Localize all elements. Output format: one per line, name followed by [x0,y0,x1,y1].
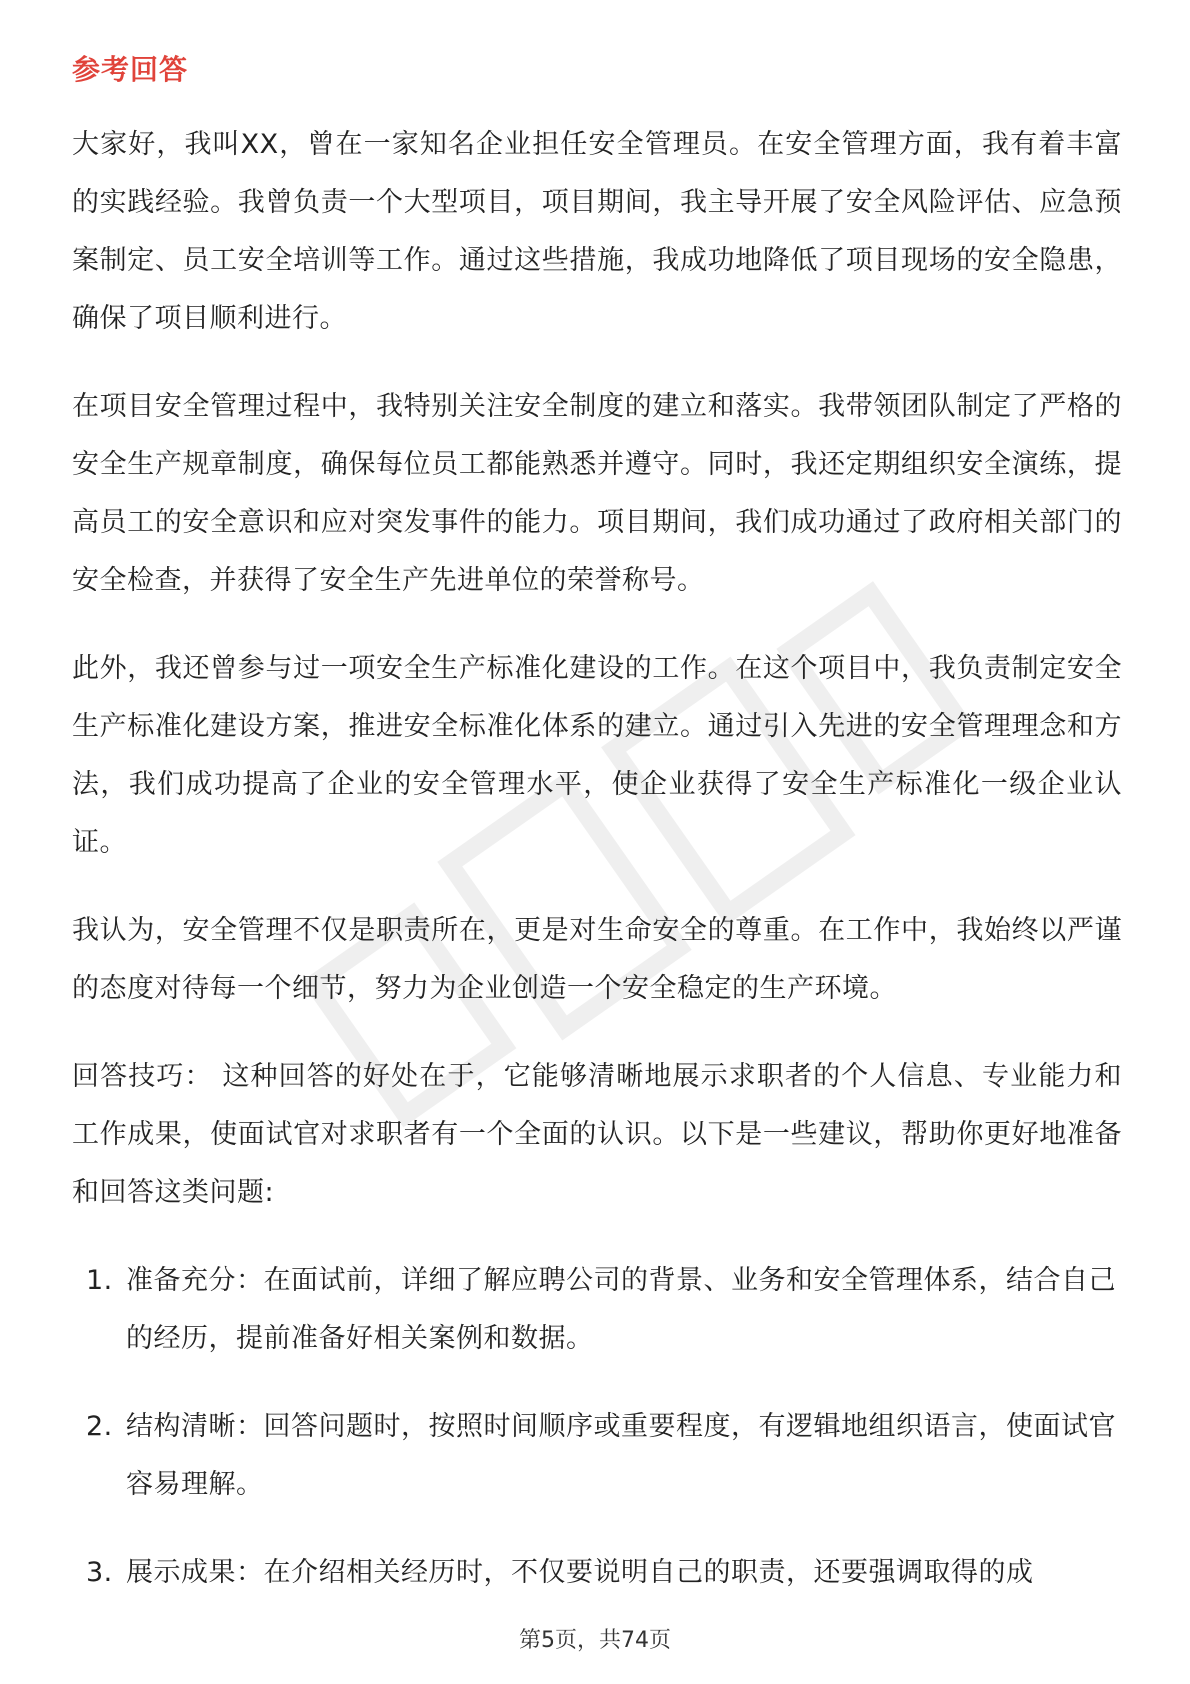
section-heading: 参考回答 [72,53,189,86]
list-item-number: 3. [86,1557,113,1588]
paragraph: 在项目安全管理过程中，我特别关注安全制度的建立和落实。我带领团队制定了严格的安全生产规章制度，确保每位员工都能熟悉并遵守。同时，我还定期组织安全演练，提高员工的安全意识和应对突发事件的能力。项目期间，我们成功通过了政府相关部门的安全检查，并获得了安全生产先进单位的荣誉称号。 [72,391,1122,596]
list-item-number: 2. [86,1411,113,1442]
document-body [72,116,1122,1632]
list-item-text: 展示成果：在介绍相关经历时，不仅要说明自己的职责，还要强调取得的成 [126,1557,1034,1588]
list-item [72,1544,1122,1602]
list-item-text: 结构清晰：回答问题时，按照时间顺序或重要程度，有逻辑地组织语言，使面试官容易理解。 [126,1411,1116,1500]
tips-intro-paragraph: 回答技巧： 这种回答的好处在于，它能够清晰地展示求职者的个人信息、专业能力和工作成果，使面试官对求职者有一个全面的认识。以下是一些建议，帮助你更好地准备和回答这类问题: [72,1061,1122,1208]
page-number-footer: 第5页，共74页 [519,1628,671,1653]
list-item-text: 准备充分：在面试前，详细了解应聘公司的背景、业务和安全管理体系，结合自己的经历，提前准备好相关案例和数据。 [126,1265,1116,1354]
paragraph: 此外，我还曾参与过一项安全生产标准化建设的工作。在这个项目中，我负责制定安全生产标准化建设方案，推进安全标准化体系的建立。通过引入先进的安全管理理念和方法，我们成功提高了企业的安全管理水平，使企业获得了安全生产标准化一级企业认证。 [72,653,1122,858]
list-item-number: 1. [86,1265,113,1296]
tips-list [72,1252,1122,1602]
list-item [72,1398,1122,1514]
paragraph: 大家好，我叫XX，曾在一家知名企业担任安全管理员。在安全管理方面，我有着丰富的实践经验。我曾负责一个大型项目，项目期间，我主导开展了安全风险评估、应急预案制定、员工安全培训等工作。通过这些措施，我成功地降低了项目现场的安全隐患，确保了项目顺利进行。 [72,129,1122,334]
paragraph: 我认为，安全管理不仅是职责所在，更是对生命安全的尊重。在工作中，我始终以严谨的态度对待每一个细节，努力为企业创造一个安全稳定的生产环境。 [72,915,1122,1004]
list-item [72,1252,1122,1368]
